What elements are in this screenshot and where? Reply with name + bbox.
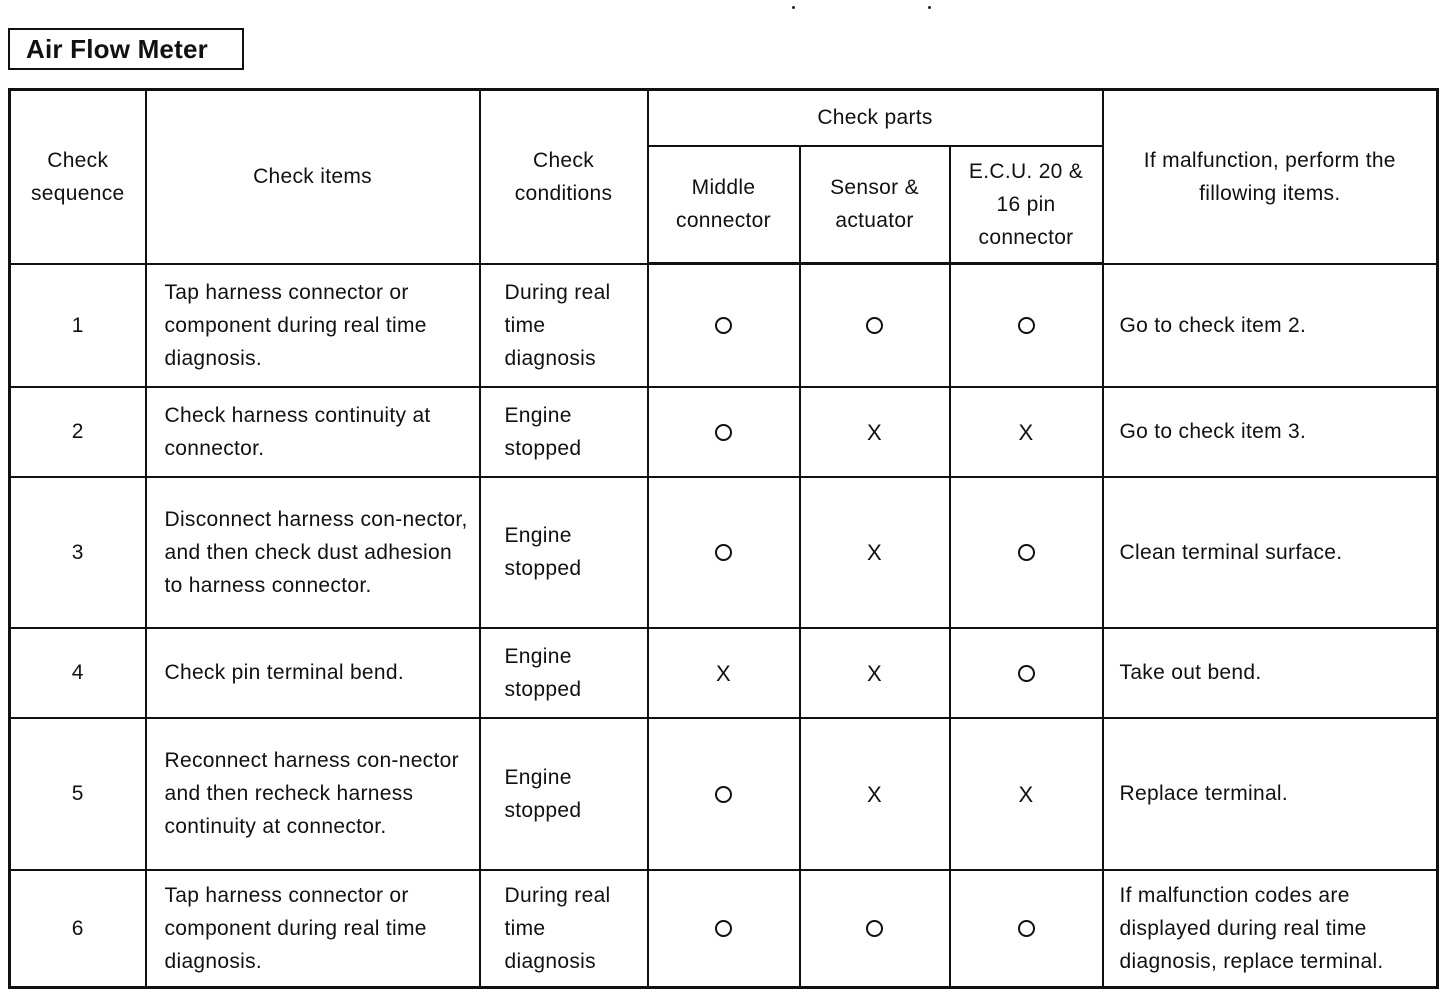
- cell-condition: [480, 718, 648, 870]
- cell-ecu: [950, 264, 1103, 387]
- mark-icon: [866, 914, 883, 941]
- mark-icon: [867, 538, 882, 565]
- cell-action: Go to check item 2.: [1103, 264, 1438, 387]
- header-ecu-connector: [950, 146, 1103, 264]
- scan-speck: [928, 6, 931, 9]
- cell-action: Replace terminal.: [1103, 718, 1438, 870]
- header-parts-group: [648, 90, 1103, 146]
- table-row: [10, 477, 1438, 628]
- cell-sequence: 5: [10, 718, 146, 870]
- mark-icon: [715, 311, 732, 338]
- header-middle-connector-label: Middle connector: [676, 176, 771, 233]
- cell-sensor: [800, 628, 950, 718]
- circle-mark-icon: [1018, 920, 1035, 937]
- cell-sequence: 1: [10, 264, 146, 387]
- circle-mark-icon: [715, 317, 732, 334]
- cell-condition-text: During real time diagnosis: [504, 883, 611, 973]
- cell-sequence: 2: [10, 387, 146, 477]
- cell-action: Take out bend.: [1103, 628, 1438, 718]
- cell-ecu: [950, 628, 1103, 718]
- circle-mark-icon: [715, 920, 732, 937]
- cell-condition: [480, 387, 648, 477]
- cell-condition-text: During real time diagnosis: [504, 280, 611, 370]
- header-parts-group-label: Check parts: [817, 106, 933, 130]
- cell-ecu: [950, 718, 1103, 870]
- circle-mark-icon: [1018, 317, 1035, 334]
- cell-middle: [648, 870, 800, 988]
- circle-mark-icon: [1018, 544, 1035, 561]
- mark-icon: [1018, 914, 1035, 941]
- cell-condition: [480, 477, 648, 628]
- cell-sensor: [800, 264, 950, 387]
- cell-sensor: [800, 387, 950, 477]
- mark-icon: [715, 538, 732, 565]
- header-items-label: Check items: [253, 165, 372, 189]
- cross-mark-icon: X: [1018, 419, 1034, 445]
- cross-mark-icon: X: [867, 660, 882, 686]
- cell-ecu: [950, 477, 1103, 628]
- circle-mark-icon: [715, 424, 732, 441]
- cell-condition: [480, 264, 648, 387]
- header-sequence: [10, 90, 146, 264]
- table-row: [10, 718, 1438, 870]
- cell-middle: [648, 387, 800, 477]
- cell-action: If malfunction codes are displayed during real time diagnosis, replace terminal.: [1103, 870, 1438, 988]
- mark-icon: [1018, 538, 1035, 565]
- table-header: [10, 90, 1438, 264]
- cell-condition-text: Engine stopped: [504, 524, 582, 580]
- cell-middle: [648, 264, 800, 387]
- table-row: [10, 387, 1438, 477]
- cross-mark-icon: X: [1018, 781, 1034, 807]
- header-sensor-actuator-label: Sensor & actuator: [830, 176, 919, 233]
- cell-item: Check pin terminal bend.: [146, 628, 480, 718]
- table-row: [10, 870, 1438, 988]
- cell-middle: [648, 477, 800, 628]
- mark-icon: [716, 658, 731, 685]
- mark-icon: [867, 417, 882, 444]
- cell-middle: [648, 718, 800, 870]
- header-action: [1103, 90, 1438, 264]
- circle-mark-icon: [715, 544, 732, 561]
- cell-condition-text: Engine stopped: [504, 644, 582, 701]
- cross-mark-icon: X: [716, 660, 731, 686]
- mark-icon: [715, 418, 732, 445]
- header-conditions: [480, 90, 648, 264]
- cross-mark-icon: X: [867, 540, 882, 566]
- cell-action: Clean terminal surface.: [1103, 477, 1438, 628]
- check-table: [8, 88, 1439, 989]
- mark-icon: [1018, 659, 1035, 686]
- cell-sequence: 4: [10, 628, 146, 718]
- cell-item: Reconnect harness con-nector and then recheck harness continuity at connector.: [146, 718, 480, 870]
- cell-middle: [648, 628, 800, 718]
- header-items: [146, 90, 480, 264]
- mark-icon: [866, 311, 883, 338]
- cell-action: Go to check item 3.: [1103, 387, 1438, 477]
- table-body: [10, 264, 1438, 988]
- header-conditions-label: Check conditions: [514, 148, 613, 205]
- table-row: [10, 628, 1438, 718]
- cross-mark-icon: X: [867, 419, 882, 445]
- header-action-label: If malfunction, perform the fillowing items.: [1143, 148, 1396, 205]
- cell-condition: [480, 628, 648, 718]
- mark-icon: [715, 914, 732, 941]
- scan-speck: [792, 6, 795, 9]
- mark-icon: [715, 780, 732, 807]
- cell-sensor: [800, 718, 950, 870]
- cell-sensor: [800, 477, 950, 628]
- mark-icon: [867, 779, 882, 806]
- cell-ecu: [950, 870, 1103, 988]
- header-sensor-actuator: [800, 146, 950, 264]
- cell-item: Tap harness connector or component during real time diagnosis.: [146, 264, 480, 387]
- cell-condition-text: Engine stopped: [504, 765, 582, 822]
- header-sequence-label: Check sequence: [31, 148, 125, 205]
- cell-sensor: [800, 870, 950, 988]
- header-middle-connector: [648, 146, 800, 264]
- cell-item: [146, 387, 480, 477]
- cell-item-text: Check harness continuity at connector.: [164, 403, 431, 460]
- mark-icon: [1019, 779, 1034, 806]
- cell-item: Disconnect harness con-nector, and then check dust adhesion to harness connector.: [146, 477, 480, 628]
- table-row: [10, 264, 1438, 387]
- cell-condition-text: Engine stopped: [504, 403, 582, 460]
- section-title: [8, 28, 244, 70]
- cell-sequence: 6: [10, 870, 146, 988]
- circle-mark-icon: [866, 920, 883, 937]
- cross-mark-icon: X: [867, 781, 882, 807]
- circle-mark-icon: [1018, 665, 1035, 682]
- mark-icon: [1018, 311, 1035, 338]
- section-title-text: Air Flow Meter: [26, 33, 208, 64]
- mark-icon: [1019, 417, 1034, 444]
- cell-condition: [480, 870, 648, 988]
- circle-mark-icon: [715, 786, 732, 803]
- cell-sequence: 3: [10, 477, 146, 628]
- header-ecu-connector-label: E.C.U. 20 & 16 pin connector: [968, 159, 1084, 249]
- cell-ecu: [950, 387, 1103, 477]
- circle-mark-icon: [866, 317, 883, 334]
- cell-item: Tap harness connector or component during real time diagnosis.: [146, 870, 480, 988]
- mark-icon: [867, 658, 882, 685]
